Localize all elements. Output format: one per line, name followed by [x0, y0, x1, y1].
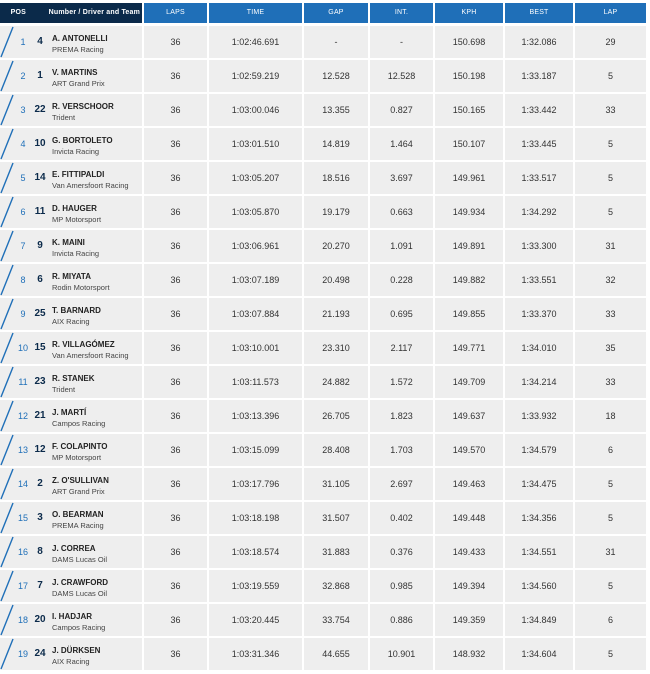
- slash-icon: [0, 332, 14, 364]
- time-cell: 1:03:05.870: [209, 196, 302, 228]
- car-number: 7: [37, 580, 43, 591]
- driver-name[interactable]: J. CRAWFORD: [52, 578, 108, 587]
- gap-cell: 20.498: [304, 264, 368, 296]
- driver-name[interactable]: G. BORTOLETO: [52, 136, 113, 145]
- position: 5: [20, 173, 26, 183]
- best-cell: 1:34.579: [505, 434, 573, 466]
- gap-cell: 31.507: [304, 502, 368, 534]
- gap-cell: 44.655: [304, 638, 368, 670]
- position: 4: [20, 139, 26, 149]
- laps-cell: 36: [144, 128, 207, 160]
- driver-cell: [0, 196, 142, 228]
- gap-cell: 28.408: [304, 434, 368, 466]
- laps-cell: 36: [144, 264, 207, 296]
- driver-cell: [0, 468, 142, 500]
- lap-cell: 5: [575, 60, 646, 92]
- driver-cell: [0, 60, 142, 92]
- position: 14: [17, 479, 28, 489]
- time-cell: 1:03:06.961: [209, 230, 302, 262]
- car-number: 25: [34, 308, 46, 319]
- table-header: [0, 3, 650, 23]
- driver-name[interactable]: R. VILLAGÓMEZ: [52, 340, 115, 349]
- kph-cell: 149.570: [435, 434, 503, 466]
- lap-cell: 5: [575, 196, 646, 228]
- time-cell: 1:03:07.884: [209, 298, 302, 330]
- gap-cell: 32.868: [304, 570, 368, 602]
- team-name: DAMS Lucas Oil: [52, 555, 108, 564]
- team-name: Trident: [52, 385, 76, 394]
- slash-icon: [0, 366, 14, 398]
- kph-cell: 149.891: [435, 230, 503, 262]
- gap-cell: 12.528: [304, 60, 368, 92]
- slash-icon: [0, 638, 14, 670]
- lap-cell: 5: [575, 468, 646, 500]
- best-cell: 1:34.292: [505, 196, 573, 228]
- kph-cell: 149.934: [435, 196, 503, 228]
- int-cell: 0.985: [370, 570, 433, 602]
- lap-cell: 6: [575, 434, 646, 466]
- laps-cell: 36: [144, 434, 207, 466]
- lap-cell: 5: [575, 570, 646, 602]
- position: 1: [20, 37, 26, 47]
- int-cell: 0.228: [370, 264, 433, 296]
- header-gap[interactable]: GAP: [304, 3, 368, 23]
- time-cell: 1:02:59.219: [209, 60, 302, 92]
- car-number: 10: [34, 138, 46, 149]
- driver-cell: [0, 26, 142, 58]
- car-number: 1: [37, 70, 43, 81]
- kph-cell: 150.698: [435, 26, 503, 58]
- team-name: AIX Racing: [52, 657, 90, 666]
- team-name: Van Amersfoort Racing: [52, 351, 129, 360]
- driver-name[interactable]: Z. O'SULLIVAN: [52, 476, 109, 485]
- team-name: Campos Racing: [52, 419, 106, 428]
- driver-name[interactable]: O. BEARMAN: [52, 510, 104, 519]
- lap-cell: 5: [575, 162, 646, 194]
- car-number: 12: [34, 444, 46, 455]
- position: 15: [17, 513, 28, 523]
- time-cell: 1:03:00.046: [209, 94, 302, 126]
- driver-name[interactable]: R. MIYATA: [52, 272, 91, 281]
- time-cell: 1:03:11.573: [209, 366, 302, 398]
- kph-cell: 149.882: [435, 264, 503, 296]
- team-name: ART Grand Prix: [52, 79, 105, 88]
- laps-cell: 36: [144, 400, 207, 432]
- kph-cell: 150.198: [435, 60, 503, 92]
- time-cell: 1:03:07.189: [209, 264, 302, 296]
- table-row[interactable]: [0, 297, 650, 331]
- table-row[interactable]: [0, 467, 650, 501]
- driver-name[interactable]: T. BARNARD: [52, 306, 101, 315]
- driver-name[interactable]: R. STANEK: [52, 374, 95, 383]
- lap-cell: 5: [575, 638, 646, 670]
- header-pos: POS: [10, 9, 26, 16]
- kph-cell: 149.709: [435, 366, 503, 398]
- kph-cell: 149.359: [435, 604, 503, 636]
- table-row[interactable]: [0, 93, 650, 127]
- team-name: PREMA Racing: [52, 521, 104, 530]
- header-kph[interactable]: KPH: [435, 3, 503, 23]
- gap-cell: 13.355: [304, 94, 368, 126]
- time-cell: 1:03:05.207: [209, 162, 302, 194]
- table-row[interactable]: [0, 59, 650, 93]
- driver-cell: [0, 94, 142, 126]
- gap-cell: -: [304, 26, 368, 58]
- car-number: 20: [34, 614, 46, 625]
- laps-cell: 36: [144, 60, 207, 92]
- driver-name[interactable]: E. FITTIPALDI: [52, 170, 105, 179]
- kph-cell: 148.932: [435, 638, 503, 670]
- best-cell: 1:32.086: [505, 26, 573, 58]
- driver-cell: [0, 162, 142, 194]
- team-name: DAMS Lucas Oil: [52, 589, 108, 598]
- table-body: [0, 25, 650, 671]
- lap-cell: 5: [575, 502, 646, 534]
- int-cell: 0.695: [370, 298, 433, 330]
- kph-cell: 149.855: [435, 298, 503, 330]
- slash-icon: [0, 400, 14, 432]
- position: 2: [20, 71, 26, 81]
- best-cell: 1:34.560: [505, 570, 573, 602]
- int-cell: 0.827: [370, 94, 433, 126]
- best-cell: 1:33.370: [505, 298, 573, 330]
- lap-cell: 33: [575, 94, 646, 126]
- table-row[interactable]: [0, 603, 650, 637]
- driver-name[interactable]: J. DÜRKSEN: [52, 646, 101, 655]
- position: 6: [20, 207, 26, 217]
- position: 16: [17, 547, 28, 557]
- slash-icon: [0, 26, 14, 58]
- lap-cell: 31: [575, 230, 646, 262]
- time-cell: 1:03:18.574: [209, 536, 302, 568]
- header-time[interactable]: TIME: [209, 3, 302, 23]
- header-driver: Number / Driver and Team: [48, 9, 141, 16]
- lap-cell: 35: [575, 332, 646, 364]
- driver-name[interactable]: R. VERSCHOOR: [52, 102, 114, 111]
- best-cell: 1:33.300: [505, 230, 573, 262]
- int-cell: 1.572: [370, 366, 433, 398]
- table-row[interactable]: [0, 127, 650, 161]
- driver-cell: [0, 128, 142, 160]
- position: 7: [20, 241, 26, 251]
- car-number: 11: [34, 206, 46, 217]
- driver-name[interactable]: D. HAUGER: [52, 204, 97, 213]
- header-lap[interactable]: LAP: [575, 3, 646, 23]
- best-cell: 1:34.551: [505, 536, 573, 568]
- position: 17: [17, 581, 28, 591]
- driver-name[interactable]: I. HADJAR: [52, 612, 93, 621]
- position: 3: [20, 105, 26, 115]
- int-cell: 0.663: [370, 196, 433, 228]
- laps-cell: 36: [144, 230, 207, 262]
- lap-cell: 33: [575, 298, 646, 330]
- team-name: Rodin Motorsport: [52, 283, 110, 292]
- team-name: AIX Racing: [52, 317, 90, 326]
- position: 11: [18, 377, 28, 387]
- laps-cell: 36: [144, 332, 207, 364]
- time-cell: 1:03:31.346: [209, 638, 302, 670]
- kph-cell: 149.771: [435, 332, 503, 364]
- gap-cell: 23.310: [304, 332, 368, 364]
- kph-cell: 149.394: [435, 570, 503, 602]
- slash-icon: [0, 536, 14, 568]
- int-cell: 12.528: [370, 60, 433, 92]
- driver-cell: [0, 604, 142, 636]
- laps-cell: 36: [144, 94, 207, 126]
- table-row[interactable]: [0, 433, 650, 467]
- gap-cell: 26.705: [304, 400, 368, 432]
- slash-icon: [0, 298, 14, 330]
- team-name: ART Grand Prix: [52, 487, 105, 496]
- time-cell: 1:03:20.445: [209, 604, 302, 636]
- lap-cell: 6: [575, 604, 646, 636]
- slash-icon: [0, 162, 14, 194]
- driver-cell: [0, 230, 142, 262]
- team-name: Invicta Racing: [52, 147, 100, 156]
- team-name: Campos Racing: [52, 623, 106, 632]
- int-cell: 1.703: [370, 434, 433, 466]
- int-cell: 0.376: [370, 536, 433, 568]
- gap-cell: 14.819: [304, 128, 368, 160]
- table-row[interactable]: [0, 195, 650, 229]
- team-name: MP Motorsport: [52, 453, 102, 462]
- header-best[interactable]: BEST: [505, 3, 573, 23]
- position: 10: [17, 343, 28, 353]
- table-row[interactable]: [0, 161, 650, 195]
- gap-cell: 24.882: [304, 366, 368, 398]
- time-cell: 1:02:46.691: [209, 26, 302, 58]
- kph-cell: 150.165: [435, 94, 503, 126]
- car-number: 2: [37, 478, 43, 489]
- slash-icon: [0, 196, 14, 228]
- position: 9: [20, 309, 26, 319]
- gap-cell: 33.754: [304, 604, 368, 636]
- table-row[interactable]: [0, 365, 650, 399]
- car-number: 8: [37, 546, 43, 557]
- car-number: 22: [34, 104, 46, 115]
- best-cell: 1:33.442: [505, 94, 573, 126]
- gap-cell: 20.270: [304, 230, 368, 262]
- car-number: 9: [37, 240, 43, 251]
- table-row[interactable]: [0, 637, 650, 671]
- driver-cell: [0, 536, 142, 568]
- header-int[interactable]: INT.: [370, 3, 433, 23]
- driver-name[interactable]: F. COLAPINTO: [52, 442, 108, 451]
- time-cell: 1:03:10.001: [209, 332, 302, 364]
- lap-cell: 29: [575, 26, 646, 58]
- header-laps[interactable]: LAPS: [144, 3, 207, 23]
- laps-cell: 36: [144, 298, 207, 330]
- kph-cell: 149.463: [435, 468, 503, 500]
- best-cell: 1:34.475: [505, 468, 573, 500]
- best-cell: 1:34.849: [505, 604, 573, 636]
- car-number: 6: [37, 274, 43, 285]
- car-number: 4: [37, 36, 43, 47]
- team-name: Van Amersfoort Racing: [52, 181, 129, 190]
- best-cell: 1:34.010: [505, 332, 573, 364]
- team-name: MP Motorsport: [52, 215, 102, 224]
- slash-icon: [0, 502, 14, 534]
- int-cell: 0.402: [370, 502, 433, 534]
- best-cell: 1:33.932: [505, 400, 573, 432]
- best-cell: 1:34.604: [505, 638, 573, 670]
- team-name: Invicta Racing: [52, 249, 100, 258]
- slash-icon: [0, 230, 14, 262]
- time-cell: 1:03:17.796: [209, 468, 302, 500]
- int-cell: 1.464: [370, 128, 433, 160]
- best-cell: 1:34.356: [505, 502, 573, 534]
- laps-cell: 36: [144, 536, 207, 568]
- slash-icon: [0, 570, 14, 602]
- laps-cell: 36: [144, 162, 207, 194]
- driver-name[interactable]: K. MAINI: [52, 238, 85, 247]
- int-cell: 1.823: [370, 400, 433, 432]
- kph-cell: 149.637: [435, 400, 503, 432]
- slash-icon: [0, 264, 14, 296]
- driver-cell: [0, 502, 142, 534]
- int-cell: 0.886: [370, 604, 433, 636]
- lap-cell: 33: [575, 366, 646, 398]
- best-cell: 1:33.187: [505, 60, 573, 92]
- best-cell: 1:33.551: [505, 264, 573, 296]
- best-cell: 1:33.517: [505, 162, 573, 194]
- kph-cell: 150.107: [435, 128, 503, 160]
- slash-icon: [0, 604, 14, 636]
- driver-cell: [0, 638, 142, 670]
- car-number: 24: [34, 648, 46, 659]
- driver-cell: [0, 298, 142, 330]
- table-row[interactable]: [0, 501, 650, 535]
- best-cell: 1:34.214: [505, 366, 573, 398]
- driver-name[interactable]: J. CORREA: [52, 544, 96, 553]
- laps-cell: 36: [144, 570, 207, 602]
- car-number: 15: [34, 342, 46, 353]
- table-row[interactable]: [0, 25, 650, 59]
- results-table: [0, 3, 650, 671]
- laps-cell: 36: [144, 468, 207, 500]
- lap-cell: 5: [575, 128, 646, 160]
- best-cell: 1:33.445: [505, 128, 573, 160]
- laps-cell: 36: [144, 604, 207, 636]
- slash-icon: [0, 60, 14, 92]
- laps-cell: 36: [144, 196, 207, 228]
- table-row[interactable]: [0, 331, 650, 365]
- lap-cell: 32: [575, 264, 646, 296]
- team-name: Trident: [52, 113, 76, 122]
- gap-cell: 19.179: [304, 196, 368, 228]
- driver-cell: [0, 400, 142, 432]
- table-row[interactable]: [0, 263, 650, 297]
- position: 8: [20, 275, 26, 285]
- time-cell: 1:03:01.510: [209, 128, 302, 160]
- position: 18: [17, 615, 28, 625]
- time-cell: 1:03:19.559: [209, 570, 302, 602]
- driver-cell: [0, 332, 142, 364]
- kph-cell: 149.961: [435, 162, 503, 194]
- driver-cell: [0, 264, 142, 296]
- kph-cell: 149.448: [435, 502, 503, 534]
- laps-cell: 36: [144, 26, 207, 58]
- table-row[interactable]: [0, 569, 650, 603]
- laps-cell: 36: [144, 502, 207, 534]
- lap-cell: 18: [575, 400, 646, 432]
- int-cell: 3.697: [370, 162, 433, 194]
- team-name: PREMA Racing: [52, 45, 104, 54]
- table-row[interactable]: [0, 229, 650, 263]
- driver-cell: [0, 434, 142, 466]
- gap-cell: 31.883: [304, 536, 368, 568]
- gap-cell: 31.105: [304, 468, 368, 500]
- int-cell: 10.901: [370, 638, 433, 670]
- driver-cell: [0, 366, 142, 398]
- slash-icon: [0, 94, 14, 126]
- driver-cell: [0, 570, 142, 602]
- position: 12: [17, 411, 28, 421]
- driver-name[interactable]: A. ANTONELLI: [52, 34, 108, 43]
- int-cell: -: [370, 26, 433, 58]
- kph-cell: 149.433: [435, 536, 503, 568]
- slash-icon: [0, 468, 14, 500]
- lap-cell: 31: [575, 536, 646, 568]
- table-row[interactable]: [0, 399, 650, 433]
- car-number: 14: [34, 172, 46, 183]
- time-cell: 1:03:13.396: [209, 400, 302, 432]
- position: 13: [17, 445, 28, 455]
- laps-cell: 36: [144, 366, 207, 398]
- slash-icon: [0, 434, 14, 466]
- car-number: 3: [37, 512, 43, 523]
- driver-name[interactable]: J. MARTÍ: [52, 408, 87, 417]
- car-number: 23: [34, 376, 46, 387]
- table-row[interactable]: [0, 535, 650, 569]
- header-pos-driver: [0, 3, 142, 23]
- gap-cell: 18.516: [304, 162, 368, 194]
- laps-cell: 36: [144, 638, 207, 670]
- slash-icon: [0, 128, 14, 160]
- int-cell: 1.091: [370, 230, 433, 262]
- int-cell: 2.697: [370, 468, 433, 500]
- gap-cell: 21.193: [304, 298, 368, 330]
- time-cell: 1:03:15.099: [209, 434, 302, 466]
- time-cell: 1:03:18.198: [209, 502, 302, 534]
- car-number: 21: [34, 410, 46, 421]
- int-cell: 2.117: [370, 332, 433, 364]
- driver-name[interactable]: V. MARTINS: [52, 68, 98, 77]
- position: 19: [17, 649, 28, 659]
